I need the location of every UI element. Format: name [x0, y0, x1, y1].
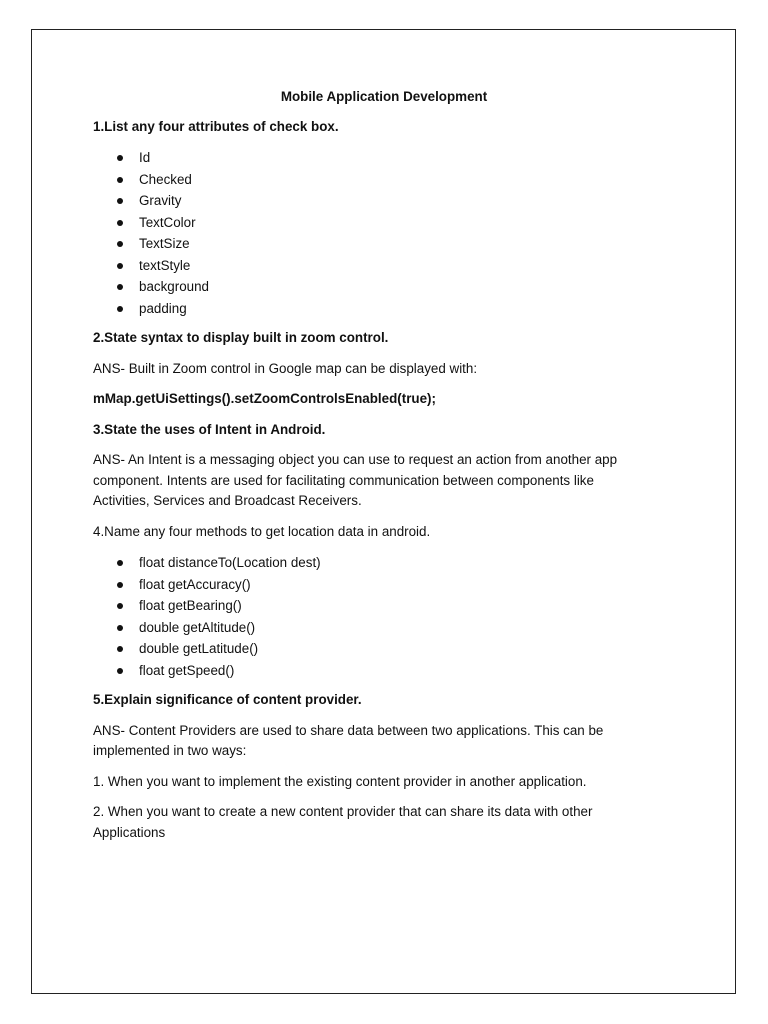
list-item: TextColor — [93, 212, 653, 234]
list-item: double getAltitude() — [93, 617, 653, 639]
list-item: textStyle — [93, 255, 653, 277]
list-item: Checked — [93, 169, 653, 191]
list-item: float getSpeed() — [93, 660, 653, 682]
answer-5-point-1: 1. When you want to implement the existing content provider in another application. — [93, 773, 587, 789]
list-item: float distanceTo(Location dest) — [93, 552, 653, 574]
question-3: 3.State the uses of Intent in Android. — [93, 421, 326, 437]
list-item: padding — [93, 298, 653, 320]
answer-3: ANS- An Intent is a messaging object you can use to request an action from another app component. Intents are used for facilitating communication between components like Activities, Services and Broadcast Receivers. — [93, 452, 618, 508]
question-2: 2.State syntax to display built in zoom control. — [93, 330, 389, 345]
list-item: TextSize — [93, 233, 653, 255]
list-item: float getBearing() — [93, 595, 653, 617]
answer-2: ANS- Built in Zoom control in Google map can be displayed with: — [93, 360, 478, 376]
answer-5-point-2: 2. When you want to create a new content provider that can share its data with other Applications — [93, 804, 593, 840]
answer-5: ANS- Content Providers are used to share data between two applications. This can be implemented in two ways: — [93, 722, 604, 758]
list-item: background — [93, 276, 653, 298]
question-4: 4.Name any four methods to get location data in android. — [93, 523, 431, 539]
attribute-list — [93, 147, 653, 319]
code-snippet: mMap.getUiSettings().setZoomControlsEnabled(true); — [93, 391, 436, 406]
document-title: Mobile Application Development — [280, 89, 488, 104]
question-1: 1.List any four attributes of check box. — [93, 118, 339, 134]
list-item: Id — [93, 147, 653, 169]
question-5: 5.Explain significance of content provider. — [93, 692, 362, 707]
document-body — [93, 87, 653, 853]
location-methods-list — [93, 552, 653, 681]
list-item: double getLatitude() — [93, 638, 653, 660]
list-item: Gravity — [93, 190, 653, 212]
list-item: float getAccuracy() — [93, 574, 653, 596]
